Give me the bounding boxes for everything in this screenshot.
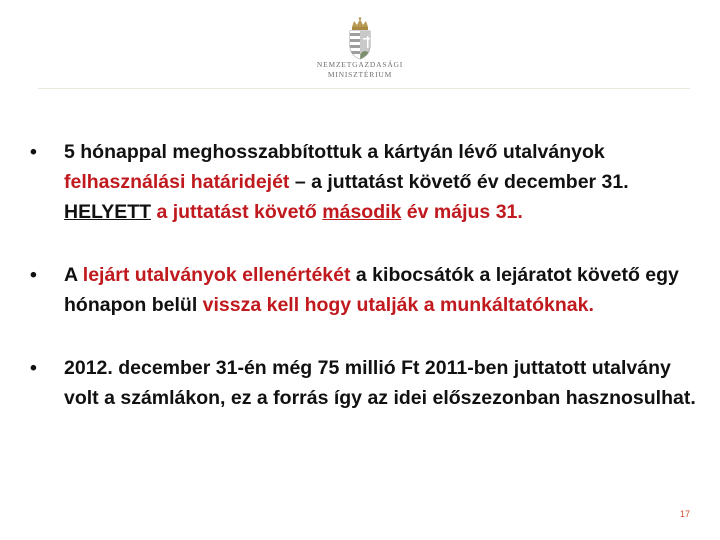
header-divider <box>38 88 690 89</box>
bullet-marker: • <box>30 141 37 163</box>
page-number: 17 <box>679 509 690 519</box>
ministry-name-line-2: MINISZTÉRIUM <box>327 70 393 79</box>
bullet-text: 2012. december 31-én még 75 millió Ft 2011-ben juttatott utalvány volt a számlákon, ez a forrás így az idei előszezonban hasznosulhat. <box>64 357 696 409</box>
bullet-item <box>28 137 698 227</box>
bullet-item <box>28 260 698 320</box>
highlight-text: felhasználási határidejét <box>64 171 290 193</box>
ministry-name <box>0 60 720 80</box>
bullet-marker: • <box>30 264 37 286</box>
bullet-list <box>28 137 698 413</box>
highlight-text: a juttatást követő <box>156 201 323 223</box>
bullet-marker: • <box>30 357 37 379</box>
ministry-name-line-1: NEMZETGAZDASÁGI <box>316 60 404 69</box>
highlight-text: vissza kell hogy utalják a munkáltatóknak. <box>202 294 594 316</box>
bullet-text: 5 hónappal meghosszabbítottuk a kártyán lévő utalványok <box>64 141 605 163</box>
highlight-text: lejárt utalványok ellenértékét <box>82 264 351 286</box>
coat-of-arms-icon <box>343 16 377 62</box>
underlined-text: HELYETT <box>64 201 152 223</box>
highlight-underlined-text: második <box>322 201 402 223</box>
bullet-text: A <box>64 264 83 286</box>
bullet-text: – a juttatást követő év december 31. <box>289 171 629 193</box>
bullet-text: a kibocsátók a lejáratot követő egy hónapon belül <box>64 264 679 316</box>
highlight-text: év május 31. <box>401 201 523 223</box>
bullet-item <box>28 353 698 413</box>
